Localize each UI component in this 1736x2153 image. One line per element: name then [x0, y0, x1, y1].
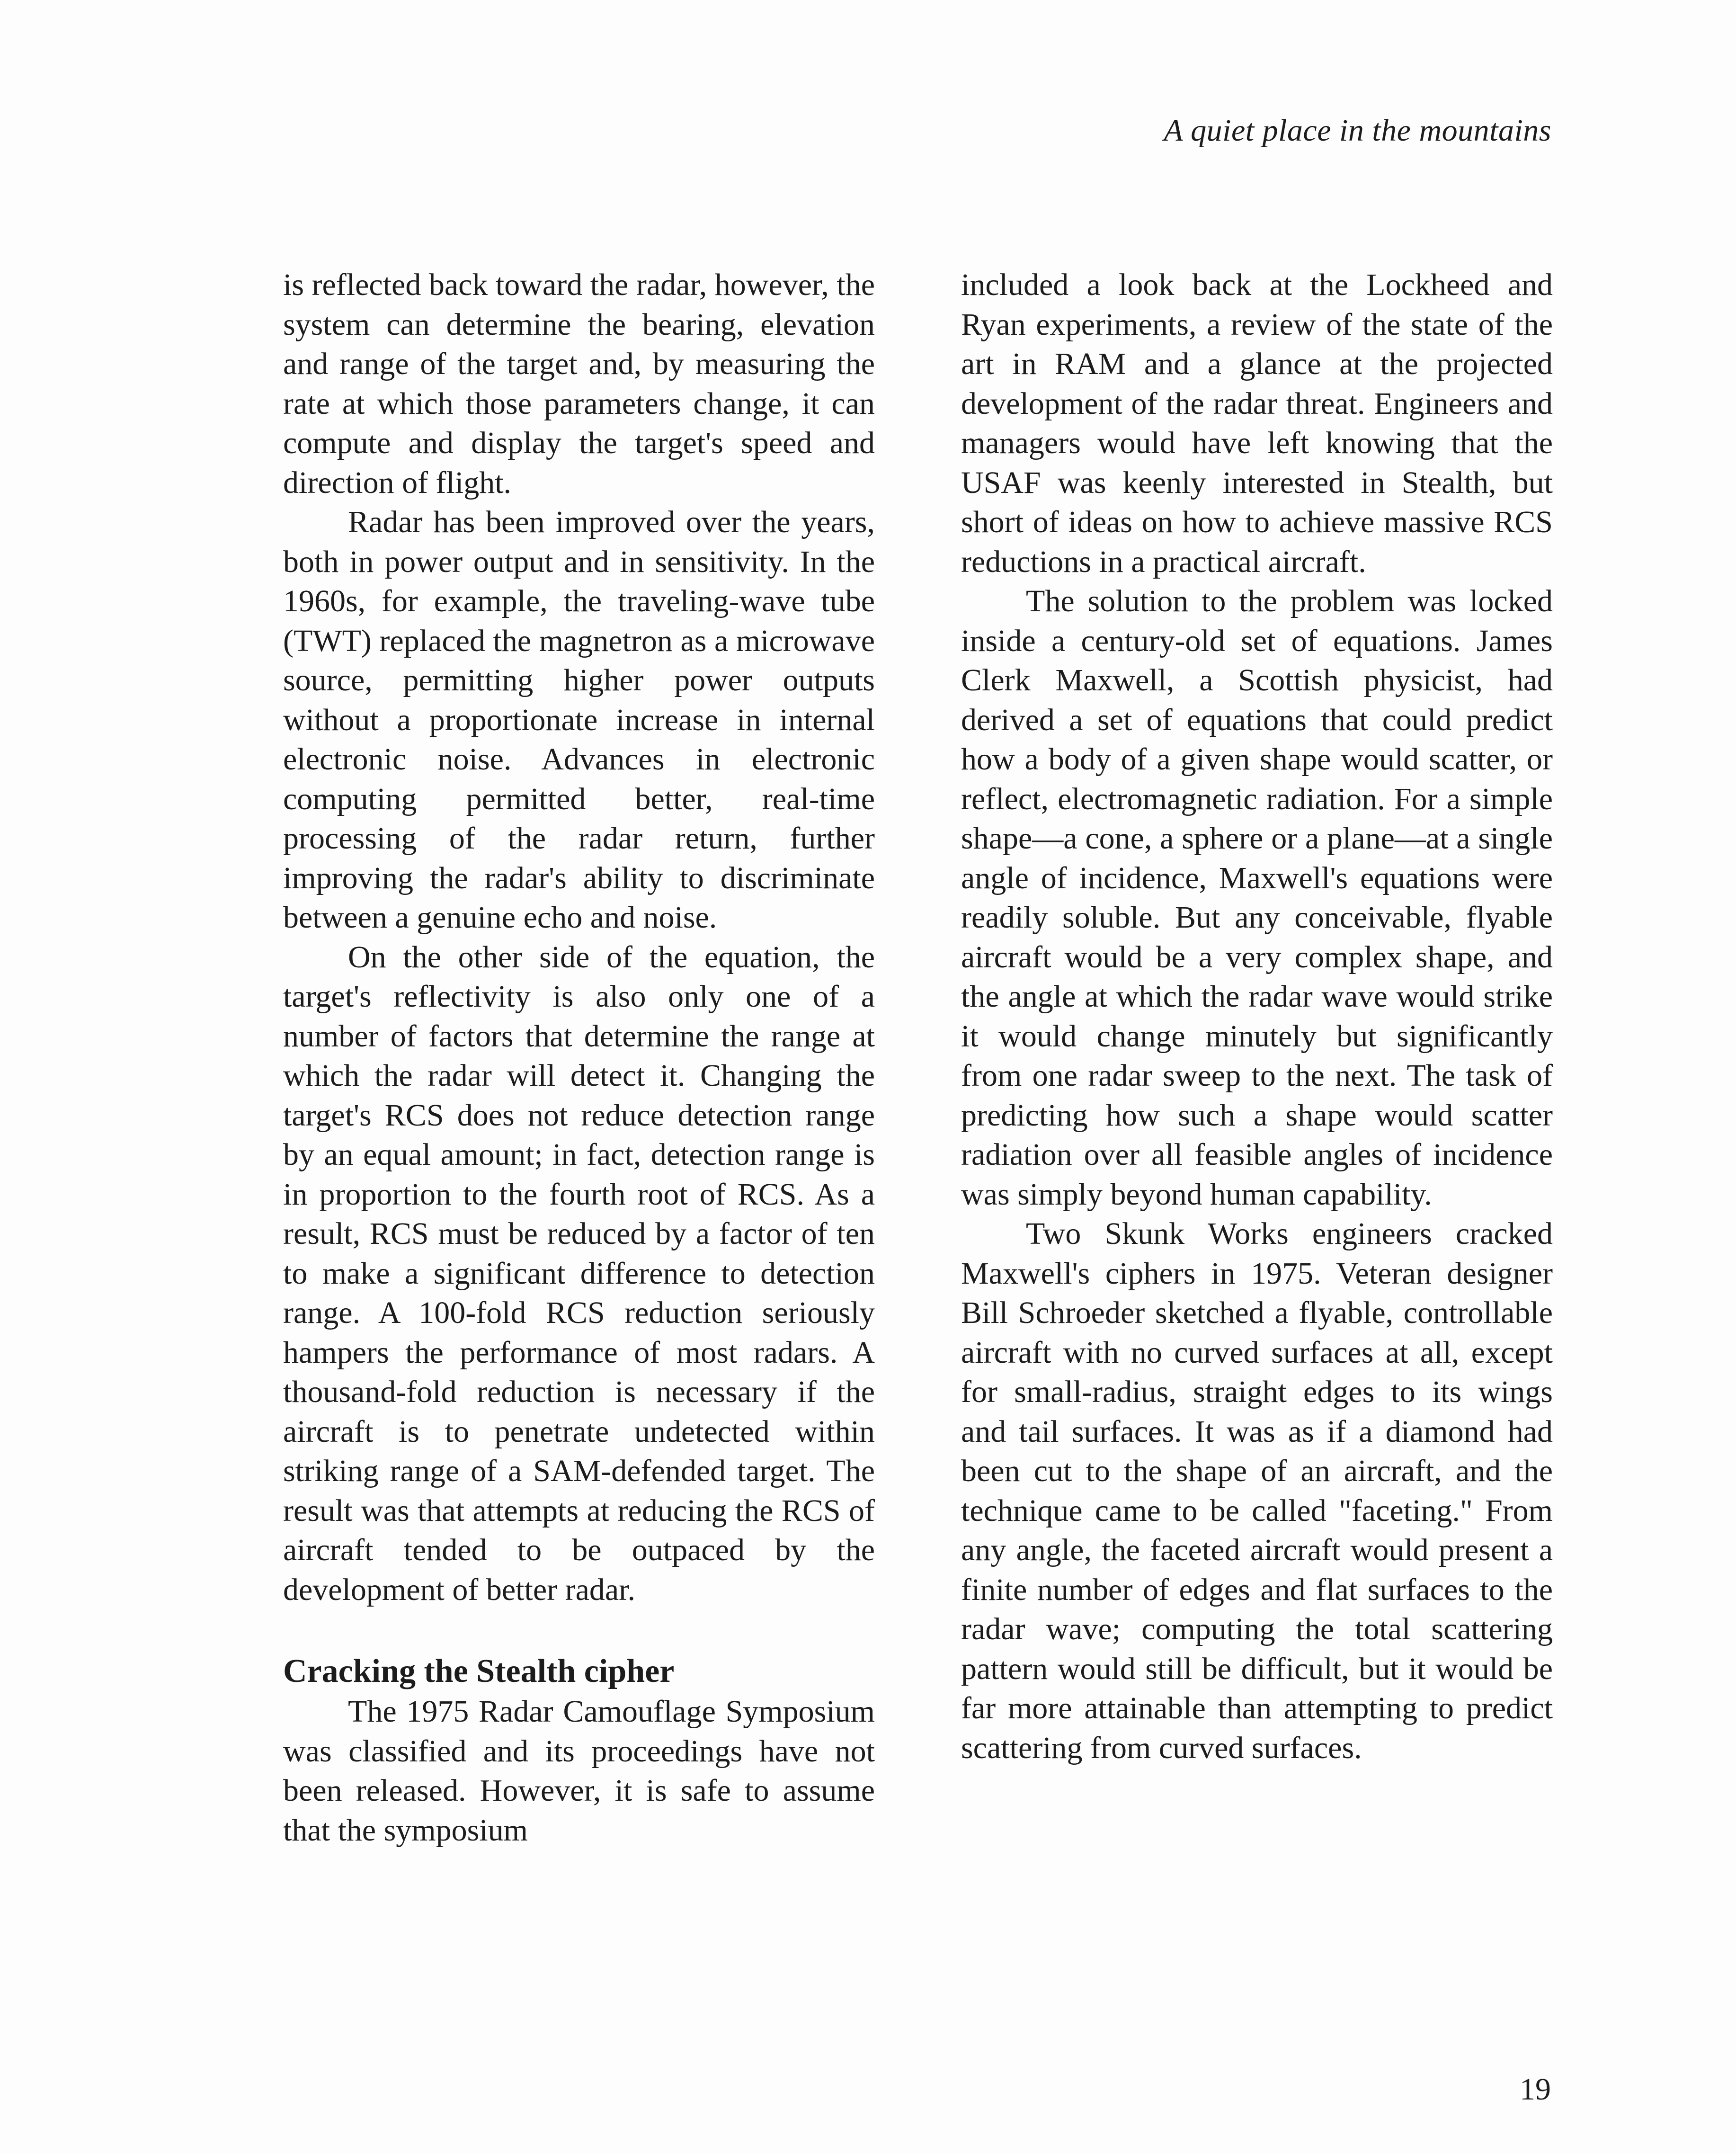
section-heading: Cracking the Stealth cipher	[283, 1653, 675, 1689]
page-number: 19	[1520, 2072, 1551, 2107]
running-head: A quiet place in the mountains	[1164, 113, 1551, 148]
paragraph: Two Skunk Works engineers cracked Maxwell's ciphers in 1975. Veteran designer Bill Schroeder sketched a flyable, controllable aircraft with no curved surfaces at all, except for small-radius, straight edges to its wings and tail surfaces. It was as if a diamond had been cut to the shape of an aircraft, and the technique came to be called "faceting." From any angle, the faceted aircraft would present a finite number of edges and flat surfaces to the radar wave; computing the total scattering pattern would still be difficult, but it would be far more attainable than attempting to predict scattering from curved surfaces.	[961, 1216, 1553, 1765]
paragraph: The 1975 Radar Camouflage Symposium was classified and its proceedings have not been released. However, it is safe to assume that the symposium	[283, 1694, 875, 1848]
paragraph: included a look back at the Lockheed and Ryan experiments, a review of the state of the art in RAM and a glance at the projected development of the radar threat. Engineers and managers would have left knowing that the USAF was keenly interested in Stealth, but short of ideas on how to achieve massive RCS reductions in a practical aircraft.	[961, 268, 1553, 579]
paragraph: is reflected back toward the radar, however, the system can determine the bearing, elevation and range of the target and, by measuring the rate at which those parameters change, it can compute and display the target's speed and direction of flight.	[283, 268, 875, 500]
paragraph: The solution to the problem was locked inside a century-old set of equations. James Clerk Maxwell, a Scottish physicist, had derived a set of equations that could predict how a body of a given shape would scatter, or reflect, electromagnetic radiation. For a simple shape—a cone, a sphere or a plane—at a single angle of incidence, Maxwell's equations were readily soluble. But any conceivable, flyable aircraft would be a very complex shape, and the angle at which the radar wave would strike it would change minutely but significantly from one radar sweep to the next. The task of predicting how such a shape would scatter radiation over all feasible angles of incidence was simply beyond human capability.	[961, 584, 1553, 1212]
paragraph: On the other side of the equation, the target's reflectivity is also only one of a number of factors that determine the range at which the radar will detect it. Changing the target's RCS does not reduce detection range by an equal amount; in fact, detection range is in proportion to the fourth root of RCS. As a result, RCS must be reduced by a factor of ten to make a significant difference to detection range. A 100-fold RCS reduction seriously hampers the performance of most radars. A thousand-fold reduction is necessary if the aircraft is to penetrate undetected within striking range of a SAM-defended target. The result was that attempts at reducing the RCS of aircraft tended to be outpaced by the development of better radar.	[283, 939, 875, 1607]
paragraph: Radar has been improved over the years, both in power output and in sensitivity. In the 1960s, for example, the traveling-wave tube (TWT) replaced the magnetron as a microwave source, permitting higher power outputs without a proportionate increase in internal electronic noise. Advances in electronic computing permitted better, real-time processing of the radar return, further improving the radar's ability to discriminate between a genuine echo and noise.	[283, 505, 875, 935]
right-column	[961, 265, 1553, 1768]
left-column	[283, 265, 875, 1850]
